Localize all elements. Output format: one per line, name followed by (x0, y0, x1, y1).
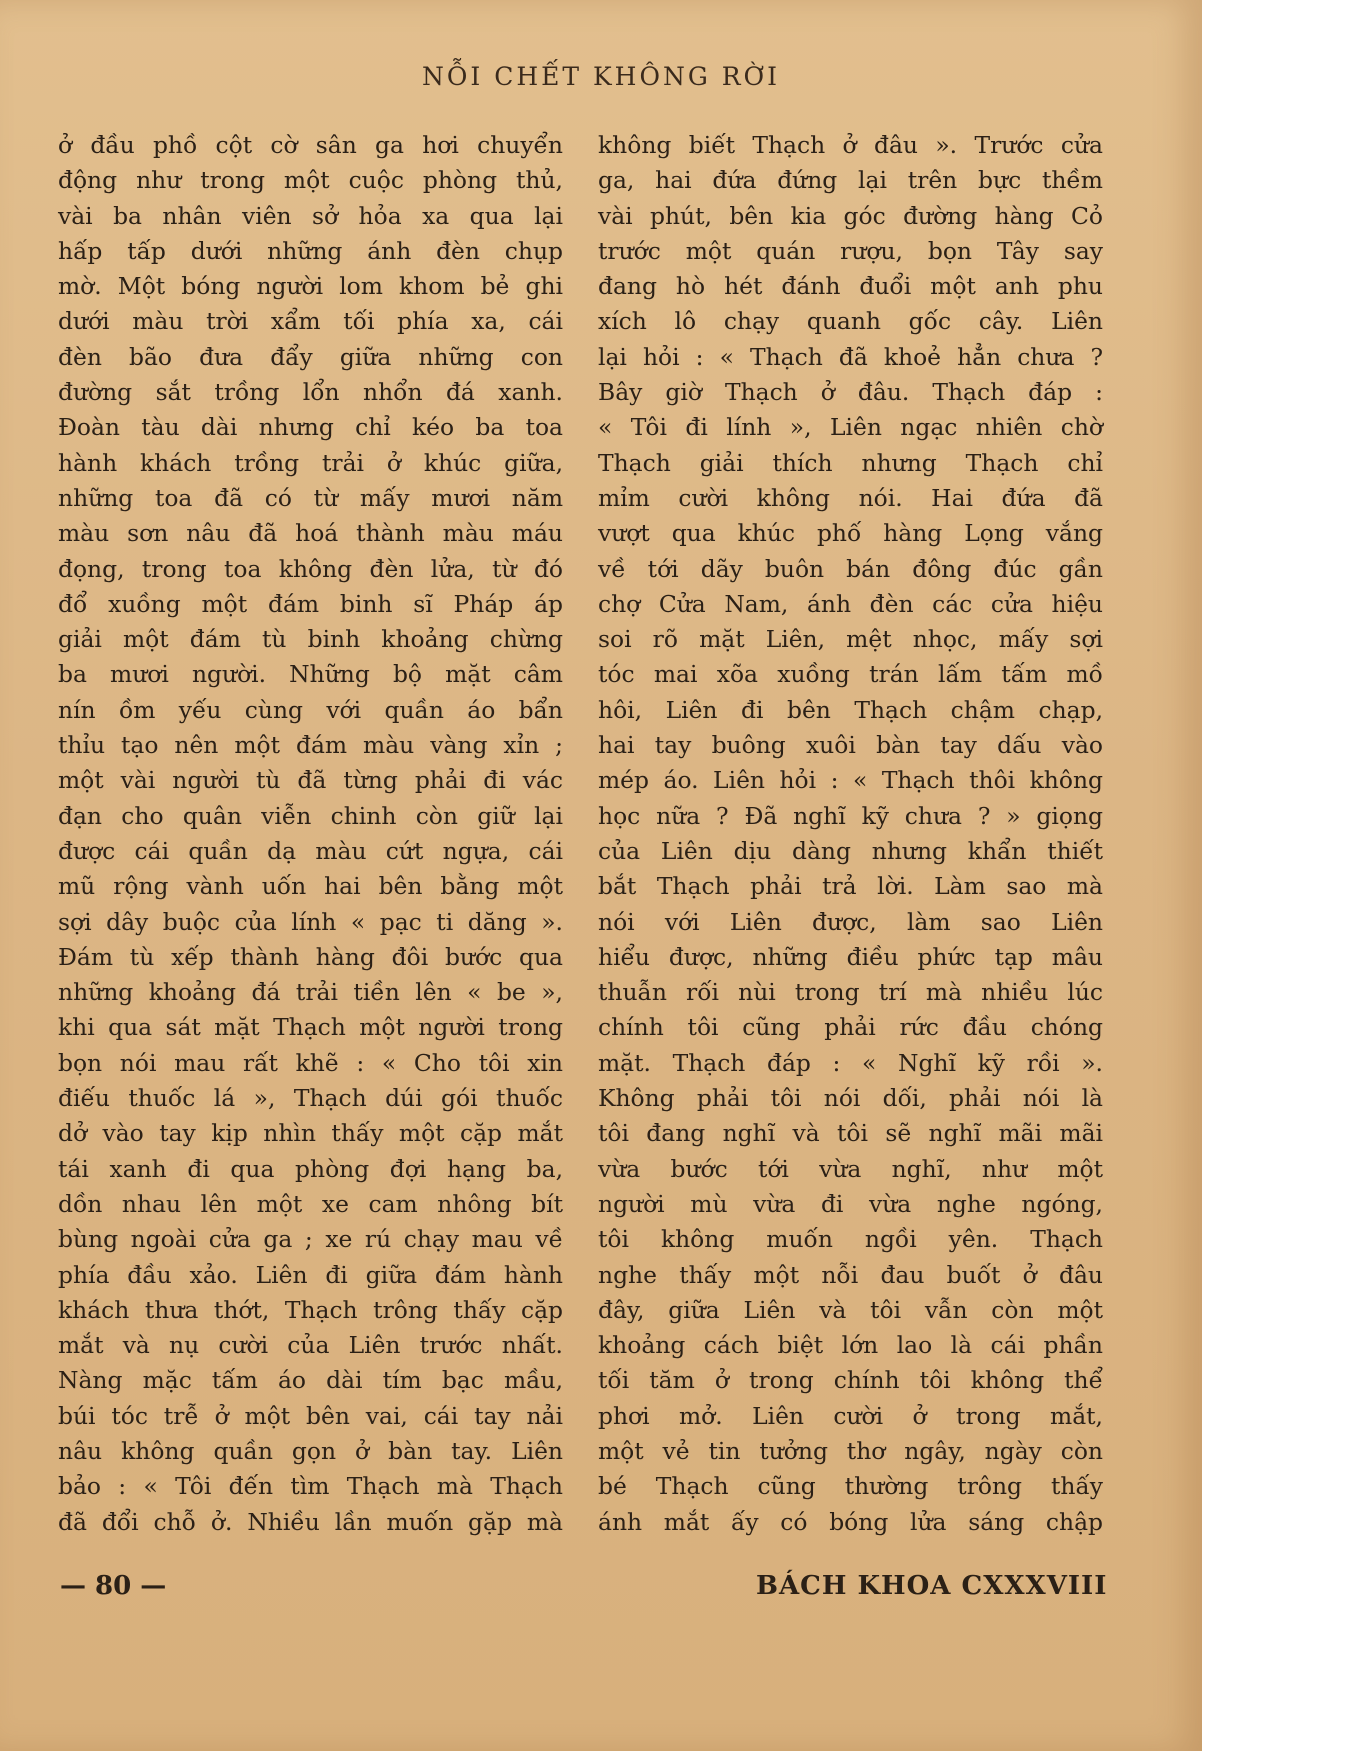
text-line: mũ rộng vành uốn hai bên bằng một (58, 872, 563, 901)
text-line: nghe thấy một nỗi đau buốt ở đâu (598, 1260, 1103, 1289)
text-line: không biết Thạch ở đâu ». Trước cửa (598, 131, 1103, 159)
text-line: búi tóc trễ ở một bên vai, cái tay nải (58, 1401, 563, 1430)
text-line: mép áo. Liên hỏi : « Thạch thôi không (598, 766, 1103, 795)
text-line: ở đầu phồ cột cờ sân ga hơi chuyển (58, 131, 563, 159)
text-line: phơi mở. Liên cười ở trong mắt, (598, 1401, 1103, 1430)
text-line: soi rõ mặt Liên, mệt nhọc, mấy sợi (598, 625, 1103, 654)
text-line: mỉm cười không nói. Hai đứa đã (598, 483, 1103, 512)
text-line: tối tăm ở trong chính tôi không thể (598, 1366, 1103, 1395)
text-line: vài phút, bên kia góc đường hàng Cỏ (598, 201, 1103, 230)
text-line: đèn bão đưa đẩy giữa những con (58, 342, 563, 371)
text-line: đã đổi chỗ ở. Nhiều lần muốn gặp mà (58, 1507, 563, 1536)
text-line: khách thưa thớt, Thạch trông thấy cặp (58, 1295, 563, 1324)
text-line: nâu không quần gọn ở bàn tay. Liên (58, 1436, 563, 1465)
text-line: chợ Cửa Nam, ánh đèn các cửa hiệu (598, 589, 1103, 618)
text-line: Đoàn tàu dài nhưng chỉ kéo ba toa (58, 413, 563, 442)
text-line: về tới dãy buôn bán đông đúc gần (598, 554, 1103, 583)
text-line: vừa bước tới vừa nghĩ, như một (598, 1154, 1103, 1183)
text-line: một vài người tù đã từng phải đi vác (58, 766, 563, 795)
text-line: được cái quần dạ màu cứt ngựa, cái (58, 836, 563, 865)
text-line: tôi không muốn ngồi yên. Thạch (598, 1225, 1103, 1254)
text-line: mắt và nụ cười của Liên trước nhất. (58, 1331, 563, 1360)
text-line: đổ xuồng một đám binh sĩ Pháp áp (58, 589, 563, 618)
text-line: tái xanh đi qua phòng đợi hạng ba, (58, 1154, 563, 1183)
text-line: bùng ngoài cửa ga ; xe rú chạy mau về (58, 1225, 563, 1254)
text-line: ba mươi người. Những bộ mặt câm (58, 660, 563, 689)
text-line: đường sắt trồng lổn nhổn đá xanh. (58, 378, 563, 407)
text-line: điếu thuốc lá », Thạch dúi gói thuốc (58, 1084, 563, 1113)
text-line: dồn nhau lên một xe cam nhông bít (58, 1189, 563, 1218)
text-line: dở vào tay kịp nhìn thấy một cặp mắt (58, 1119, 563, 1148)
text-line: giải một đám tù binh khoảng chừng (58, 625, 563, 654)
running-head: NỖI CHẾT KHÔNG RỜI (422, 62, 780, 91)
left-column (58, 128, 563, 1540)
text-line: nói với Liên được, làm sao Liên (598, 907, 1103, 936)
text-line: màu sơn nâu đã hoá thành màu máu (58, 519, 563, 548)
text-line: đang hò hét đánh đuổi một anh phu (598, 272, 1103, 301)
text-line: hôi, Liên đi bên Thạch chậm chạp, (598, 695, 1103, 724)
text-line: bọn nói mau rất khẽ : « Cho tôi xin (58, 1048, 563, 1077)
text-line: trước một quán rượu, bọn Tây say (598, 236, 1103, 265)
text-line: những toa đã có từ mấy mươi năm (58, 483, 563, 512)
text-line: vài ba nhân viên sở hỏa xa qua lại (58, 201, 563, 230)
text-line: hành khách trồng trải ở khúc giữa, (58, 448, 563, 477)
text-line: mặt. Thạch đáp : « Nghĩ kỹ rồi ». (598, 1048, 1103, 1077)
text-line: bé Thạch cũng thường trông thấy (598, 1472, 1103, 1501)
text-line: Bây giờ Thạch ở đâu. Thạch đáp : (598, 378, 1103, 407)
text-line: nín ồm yếu cùng với quần áo bẩn (58, 695, 563, 724)
text-line: khoảng cách biệt lớn lao là cái phần (598, 1331, 1103, 1360)
text-line: ga, hai đứa đứng lại trên bực thềm (598, 166, 1103, 195)
text-line: xích lô chạy quanh gốc cây. Liên (598, 307, 1103, 336)
text-line: mờ. Một bóng người lom khom bẻ ghi (58, 272, 563, 301)
text-line: động như trong một cuộc phòng thủ, (58, 166, 563, 195)
text-line: hấp tấp dưới những ánh đèn chụp (58, 236, 563, 265)
text-line: đọng, trong toa không đèn lửa, từ đó (58, 554, 563, 583)
text-line: « Tôi đi lính », Liên ngạc nhiên chờ (598, 413, 1103, 442)
right-column (598, 128, 1103, 1540)
text-line: khi qua sát mặt Thạch một người trong (58, 1013, 563, 1042)
text-line: hiểu được, những điều phức tạp mâu (598, 942, 1103, 971)
text-line: Thạch giải thích nhưng Thạch chỉ (598, 448, 1103, 477)
text-line: của Liên dịu dàng nhưng khẩn thiết (598, 836, 1103, 865)
text-line: Không phải tôi nói dối, phải nói là (598, 1084, 1103, 1113)
text-line: tóc mai xõa xuồng trán lấm tấm mồ (598, 660, 1103, 689)
text-line: Đám tù xếp thành hàng đôi bước qua (58, 942, 563, 971)
text-line: lại hỏi : « Thạch đã khoẻ hẳn chưa ? (598, 342, 1103, 371)
text-line: phía đầu xảo. Liên đi giữa đám hành (58, 1260, 563, 1289)
text-line: ánh mắt ấy có bóng lửa sáng chập (598, 1507, 1103, 1536)
text-line: thuẫn rối nùi trong trí mà nhiều lúc (598, 978, 1103, 1007)
text-line: bảo : « Tôi đến tìm Thạch mà Thạch (58, 1472, 563, 1501)
text-line: một vẻ tin tưởng thơ ngây, ngày còn (598, 1436, 1103, 1465)
text-line: tôi đang nghĩ và tôi sẽ nghĩ mãi mãi (598, 1119, 1103, 1148)
text-line: vượt qua khúc phố hàng Lọng vắng (598, 519, 1103, 548)
text-line: sợi dây buộc của lính « pạc ti dăng ». (58, 907, 563, 936)
page-number: — 80 — (60, 1571, 167, 1601)
text-line: hai tay buông xuôi bàn tay dấu vào (598, 731, 1103, 760)
journal-issue: BÁCH KHOA CXXXVIII (756, 1571, 1108, 1601)
text-line: đạn cho quân viễn chinh còn giữ lại (58, 801, 563, 830)
text-line: những khoảng đá trải tiền lên « be », (58, 978, 563, 1007)
text-line: bắt Thạch phải trả lời. Làm sao mà (598, 872, 1103, 901)
text-line: chính tôi cũng phải rức đầu chóng (598, 1013, 1103, 1042)
text-line: Nàng mặc tấm áo dài tím bạc mầu, (58, 1366, 563, 1395)
text-line: người mù vừa đi vừa nghe ngóng, (598, 1189, 1103, 1218)
text-line: thỉu tạo nên một đám màu vàng xỉn ; (58, 731, 563, 760)
text-line: học nữa ? Đã nghĩ kỹ chưa ? » giọng (598, 801, 1103, 830)
text-line: dưới màu trời xẩm tối phía xa, cái (58, 307, 563, 336)
text-line: đây, giữa Liên và tôi vẫn còn một (598, 1295, 1103, 1324)
